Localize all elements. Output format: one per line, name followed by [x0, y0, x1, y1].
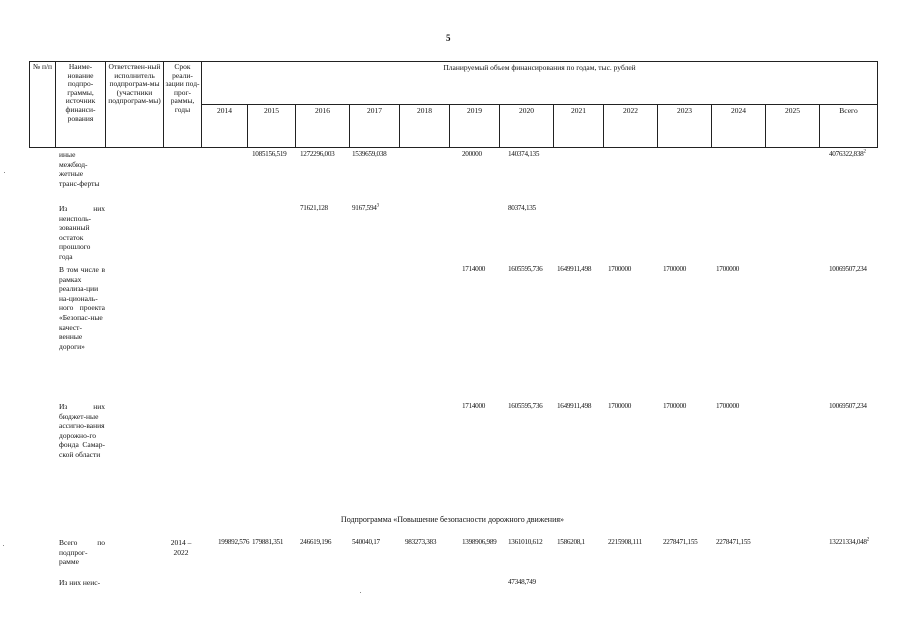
value-total: 10069507,234	[829, 402, 867, 410]
value-2018: 983273,383	[405, 538, 437, 546]
header-year: 2014	[202, 105, 248, 148]
value-2020: 140374,135	[508, 150, 540, 158]
value-2020: 1361010,612	[508, 538, 543, 546]
value-2017: 1539659,038	[352, 150, 387, 158]
value-2021: 1649911,498	[557, 265, 592, 273]
row-label: Из них неисполь-зованный остаток прошлого года	[59, 204, 105, 261]
value-2024: 1700000	[716, 402, 740, 410]
financing-header-table	[29, 61, 878, 148]
row-label: Всего по подпрог-рамме	[59, 538, 105, 567]
value-2022: 2215908,111	[608, 538, 642, 546]
header-year: 2015	[248, 105, 296, 148]
value-total: 13221334,048$^2$	[829, 537, 869, 546]
scan-speck	[4, 172, 5, 173]
value-2020: 47348,749	[508, 578, 536, 586]
header-year: 2019	[450, 105, 500, 148]
scan-speck	[360, 592, 361, 593]
row-label: В том числе в рамках реализа-ции на-циональ-ного проекта «Безопас-ные качест-венные дороги»	[59, 265, 105, 351]
value-2023: 2278471,155	[663, 538, 698, 546]
value-total: 4076322,838$^2$	[829, 149, 866, 158]
row-label: Из них неис-	[59, 578, 101, 587]
footnote-mark: 2	[866, 537, 869, 543]
row-label: иные межбюд-жетные транс-ферты	[59, 150, 100, 188]
header-year: 2018	[400, 105, 450, 148]
value-2017: 9167,594$^3$	[352, 203, 379, 212]
value-2022: 1700000	[608, 402, 632, 410]
value-2024: 2278471,155	[716, 538, 751, 546]
value-2019: 1398906,989	[462, 538, 497, 546]
value-2014: 199892,576	[218, 538, 250, 546]
header-term: Срок реали-зации под-прог-раммы, годы	[164, 62, 202, 148]
value-2021: 1586208,1	[557, 538, 585, 546]
header-year: 2024	[712, 105, 766, 148]
row-period: 2014 – 2022	[170, 538, 192, 557]
value-2019: 1714000	[462, 402, 486, 410]
scan-speck	[3, 545, 4, 546]
row-label: Из них бюджет-ные ассигно-вания дорожно-го фонда Самар-ской области	[59, 402, 105, 459]
value-total: 10069507,234	[829, 265, 867, 273]
value-2019: 200000	[462, 150, 482, 158]
header-responsible: Ответствен-ный исполнитель подпрограм-мы (участники подпрограм-мы)	[106, 62, 164, 148]
value-2023: 1700000	[663, 265, 687, 273]
value-2016: 246619,196	[300, 538, 332, 546]
value-2016: 71621,128	[300, 204, 328, 212]
section-title: Подпрограмма «Повышение безопасности дорожного движения»	[340, 515, 565, 524]
header-name: Наиме-нование подпро-граммы, источник финанси-рования	[56, 62, 106, 148]
value-2024: 1700000	[716, 265, 740, 273]
value-2015: 1085156,519	[252, 150, 287, 158]
value-2022: 1700000	[608, 265, 632, 273]
header-year: 2025	[766, 105, 820, 148]
value-2020: 80374,135	[508, 204, 536, 212]
value-2021: 1649911,498	[557, 402, 592, 410]
page-number: 5	[446, 33, 451, 43]
value-2017: 540040,17	[352, 538, 380, 546]
footnote-mark: 3	[376, 203, 379, 209]
header-year-total: Всего	[820, 105, 878, 148]
value-2020: 1605595,736	[508, 402, 543, 410]
value-2015: 179881,351	[252, 538, 284, 546]
header-num: № п/п	[30, 62, 56, 148]
header-year: 2022	[604, 105, 658, 148]
header-planned: Планируемый объем финансирования по годам, тыс. рублей	[202, 62, 878, 105]
header-year: 2021	[554, 105, 604, 148]
footnote-mark: 2	[863, 149, 866, 155]
header-year: 2023	[658, 105, 712, 148]
value-2016: 1272296,003	[300, 150, 335, 158]
value-2023: 1700000	[663, 402, 687, 410]
header-year: 2020	[500, 105, 554, 148]
value-2019: 1714000	[462, 265, 486, 273]
value-2020: 1605595,736	[508, 265, 543, 273]
header-year: 2017	[350, 105, 400, 148]
header-year: 2016	[296, 105, 350, 148]
